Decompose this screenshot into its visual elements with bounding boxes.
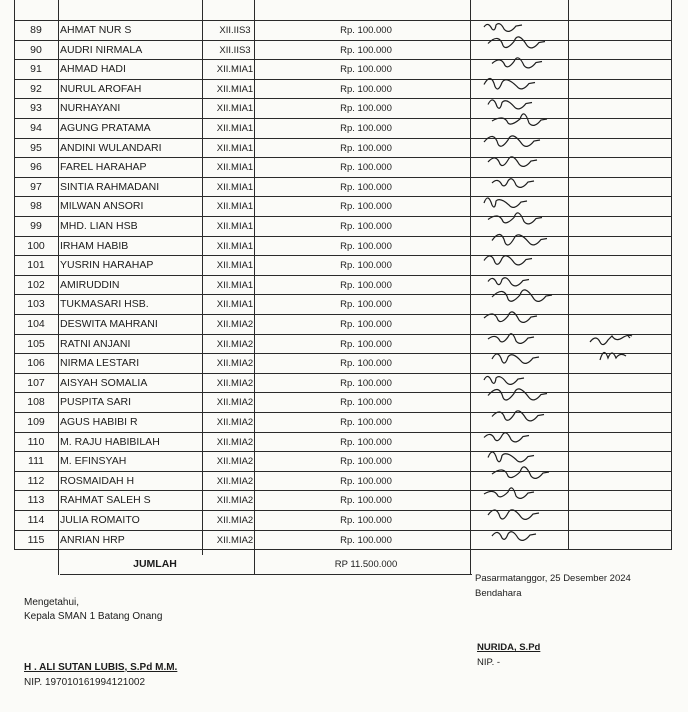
- row-number: 90: [30, 43, 42, 56]
- row-number: 109: [27, 416, 45, 428]
- student-name: MILWAN ANSORI: [60, 200, 144, 213]
- grid-line: [14, 530, 672, 531]
- grid-line: [14, 392, 672, 393]
- grid-line: [14, 334, 672, 335]
- row-number: 101: [27, 259, 45, 272]
- treasurer-name: NURIDA, S.Pd: [477, 642, 541, 653]
- grid-line: [14, 353, 672, 354]
- table-row: [14, 41, 676, 60]
- grid-line: [14, 451, 672, 452]
- payment-amount: Rp. 100.000: [340, 44, 392, 56]
- row-number: 113: [27, 494, 45, 507]
- payment-amount: Rp. 100.000: [340, 319, 392, 330]
- grid-line: [14, 490, 672, 491]
- student-class: XII.MIA1: [216, 260, 254, 272]
- table-row: [14, 60, 676, 79]
- student-class: XII.MIA1: [216, 83, 254, 95]
- student-class: XII.MIA1: [216, 162, 254, 174]
- student-name: AGUNG PRATAMA: [60, 122, 151, 134]
- grid-line: [14, 275, 672, 276]
- grid-line: [14, 236, 672, 237]
- grid-line: [202, 0, 203, 555]
- grid-line: [14, 510, 672, 511]
- row-number: 94: [30, 122, 42, 134]
- row-number: 97: [30, 180, 42, 193]
- student-name: RAHMAT SALEH S: [60, 494, 151, 507]
- table-row: [14, 354, 676, 373]
- student-class: XII.MIA2: [216, 495, 254, 507]
- extra-signature: [588, 330, 648, 366]
- table-row: [14, 452, 676, 471]
- row-number: 98: [30, 200, 42, 213]
- table-row: [14, 295, 676, 314]
- payment-amount: Rp. 100.000: [340, 103, 392, 115]
- student-class: XII.MIA1: [216, 103, 254, 115]
- grid-line: [14, 79, 672, 80]
- student-class: XII.MIA1: [216, 142, 254, 154]
- grid-line: [568, 0, 569, 549]
- signature-mark: [488, 525, 548, 547]
- row-number: 96: [30, 161, 42, 174]
- table-row: [14, 433, 676, 452]
- student-class: XII.MIA2: [216, 397, 254, 409]
- payment-amount: Rp. 100.000: [340, 417, 392, 428]
- table-row: [14, 217, 676, 236]
- student-name: ANRIAN HRP: [60, 533, 125, 546]
- payment-amount: Rp. 100.000: [340, 299, 392, 311]
- table-row: [14, 335, 676, 354]
- row-number: 115: [27, 533, 45, 546]
- student-name: FAREL HARAHAP: [60, 161, 147, 174]
- payment-amount: Rp. 100.000: [340, 240, 392, 252]
- student-name: M. RAJU HABIBILAH: [60, 435, 160, 448]
- grid-line: [14, 177, 672, 178]
- row-number: 106: [27, 357, 45, 370]
- student-name: AUDRI NIRMALA: [60, 43, 143, 56]
- principal-role: Kepala SMAN 1 Batang Onang: [24, 611, 163, 622]
- grid-line: [671, 0, 672, 549]
- student-class: XII.MIA2: [216, 515, 254, 526]
- table-row: [14, 472, 676, 491]
- table-row: [14, 413, 676, 432]
- payment-amount: Rp. 100.000: [340, 377, 392, 389]
- student-class: XII.MIA2: [216, 319, 254, 330]
- row-number: 111: [28, 455, 44, 468]
- treasurer-role: Bendahara: [475, 588, 522, 599]
- grid-line: [14, 412, 672, 413]
- student-name: AISYAH SOMALIA: [60, 376, 148, 389]
- student-name: NIRMA LESTARI: [60, 357, 140, 370]
- payment-amount: Rp. 100.000: [340, 495, 392, 507]
- table-row: [14, 119, 676, 138]
- principal-nip: NIP. 197010161994121002: [24, 677, 146, 688]
- payment-amount: Rp. 100.000: [340, 123, 392, 134]
- payment-amount: Rp. 100.000: [340, 279, 392, 291]
- grid-line: [14, 549, 672, 550]
- row-number: 102: [27, 278, 45, 291]
- grid-line: [14, 157, 672, 158]
- student-class: XII.MIA2: [216, 456, 254, 468]
- student-name: M. EFINSYAH: [60, 455, 127, 468]
- row-number: 91: [30, 63, 42, 76]
- student-name: JULIA ROMAITO: [60, 514, 140, 526]
- student-name: NURUL AROFAH: [60, 82, 142, 95]
- row-number: 108: [27, 396, 45, 409]
- student-name: AHMAT NUR S: [60, 24, 132, 36]
- student-name: IRHAM HABIB: [60, 239, 129, 252]
- table-row: [14, 393, 676, 412]
- student-name: PUSPITA SARI: [60, 396, 131, 409]
- row-number: 105: [27, 337, 45, 350]
- student-name: TUKMASARI HSB.: [60, 298, 149, 311]
- payment-amount: Rp. 100.000: [340, 83, 392, 95]
- student-class: XII.MIA1: [216, 221, 254, 232]
- student-name: MHD. LIAN HSB: [60, 220, 138, 232]
- grid-line: [14, 432, 672, 433]
- grid-line: [14, 373, 672, 374]
- student-class: XII.MIA1: [216, 299, 254, 311]
- table-row: [14, 21, 676, 40]
- student-class: XII.MIA1: [216, 123, 254, 134]
- table-row: [14, 237, 676, 256]
- grid-line: [254, 0, 255, 575]
- student-class: XII.MIA2: [216, 377, 254, 389]
- grid-line: [14, 138, 672, 139]
- table-row: [14, 531, 676, 550]
- payment-amount: Rp. 100.000: [340, 162, 392, 174]
- table-row: [14, 374, 676, 393]
- table-row: [14, 511, 676, 530]
- student-class: XII.MIA1: [216, 201, 254, 213]
- row-number: 110: [27, 435, 45, 448]
- student-name: AGUS HABIBI R: [60, 416, 138, 428]
- payment-amount: Rp. 100.000: [340, 181, 392, 193]
- row-number: 104: [27, 318, 45, 330]
- student-class: XII.MIA2: [216, 338, 254, 350]
- grid-line: [14, 118, 672, 119]
- payment-amount: Rp. 100.000: [340, 142, 392, 154]
- grid-line: [58, 0, 59, 575]
- grid-line: [60, 574, 472, 575]
- table-row: [14, 491, 676, 510]
- student-class: XII.MIA2: [216, 436, 254, 448]
- row-number: 89: [30, 24, 42, 36]
- payment-amount: Rp. 100.000: [340, 515, 392, 526]
- principal-name: H . ALI SUTAN LUBIS, S.Pd M.M.: [24, 662, 178, 673]
- row-number: 114: [27, 514, 45, 526]
- student-class: XII.MIA2: [216, 475, 254, 487]
- payment-amount: Rp. 100.000: [340, 64, 392, 76]
- student-name: DESWITA MAHRANI: [60, 318, 158, 330]
- student-name: ANDINI WULANDARI: [60, 141, 162, 154]
- student-class: XII.IIS3: [219, 25, 251, 36]
- student-name: RATNI ANJANI: [60, 337, 131, 350]
- total-amount: RP 11.500.000: [334, 559, 398, 570]
- grid-line: [14, 40, 672, 41]
- total-label: JUMLAH: [133, 558, 177, 570]
- grid-line: [14, 20, 672, 21]
- table-row: [14, 178, 676, 197]
- row-number: 93: [30, 102, 42, 115]
- table-row: [14, 158, 676, 177]
- student-class: XII.MIA2: [216, 534, 254, 546]
- payment-amount: Rp. 100.000: [340, 456, 392, 468]
- student-name: AHMAD HADI: [60, 63, 126, 76]
- payment-amount: Rp. 100.000: [340, 475, 392, 487]
- payment-amount: Rp. 100.000: [340, 338, 392, 350]
- treasurer-nip: NIP. -: [477, 657, 501, 668]
- table-row: [14, 197, 676, 216]
- payment-amount: Rp. 100.000: [340, 397, 392, 409]
- payment-amount: Rp. 100.000: [340, 221, 392, 232]
- table-row: [14, 99, 676, 118]
- table-row: [14, 139, 676, 158]
- student-name: AMIRUDDIN: [60, 278, 120, 291]
- row-number: 99: [30, 220, 42, 232]
- grid-line: [470, 0, 471, 575]
- row-number: 107: [27, 376, 45, 389]
- table-row: [14, 315, 676, 334]
- grid-line: [14, 294, 672, 295]
- row-number: 112: [27, 474, 45, 487]
- row-number: 103: [27, 298, 45, 311]
- payment-amount: Rp. 100.000: [340, 201, 392, 213]
- row-number: 92: [30, 82, 42, 95]
- row-number: 95: [30, 141, 42, 154]
- student-class: XII.IIS3: [219, 44, 251, 56]
- student-class: XII.MIA1: [216, 279, 254, 291]
- row-number: 100: [27, 239, 45, 252]
- student-class: XII.MIA1: [216, 181, 254, 193]
- student-class: XII.MIA2: [216, 358, 254, 370]
- student-name: YUSRIN HARAHAP: [60, 259, 154, 272]
- student-class: XII.MIA1: [216, 240, 254, 252]
- grid-line: [14, 0, 15, 549]
- student-name: NURHAYANI: [60, 102, 121, 115]
- payment-amount: Rp. 100.000: [340, 260, 392, 272]
- table-row: [14, 80, 676, 99]
- student-class: XII.MIA2: [216, 417, 254, 428]
- student-name: SINTIA RAHMADANI: [60, 180, 160, 193]
- grid-line: [14, 216, 672, 217]
- grid-line: [14, 196, 672, 197]
- acknowledged-label: Mengetahui,: [24, 597, 80, 608]
- payment-amount: Rp. 100.000: [340, 436, 392, 448]
- grid-line: [14, 255, 672, 256]
- table-row: [14, 256, 676, 275]
- student-class: XII.MIA1: [216, 64, 254, 76]
- total-row: [14, 555, 676, 574]
- grid-line: [14, 59, 672, 60]
- grid-line: [14, 98, 672, 99]
- grid-line: [14, 314, 672, 315]
- table-row: [14, 276, 676, 295]
- grid-line: [14, 471, 672, 472]
- payment-amount: Rp. 100.000: [340, 534, 392, 546]
- place-date: Pasarmatanggor, 25 Desember 2024: [475, 573, 631, 584]
- student-name: ROSMAIDAH H: [60, 474, 135, 487]
- payment-amount: Rp. 100.000: [340, 25, 392, 36]
- payment-amount: Rp. 100.000: [340, 358, 392, 370]
